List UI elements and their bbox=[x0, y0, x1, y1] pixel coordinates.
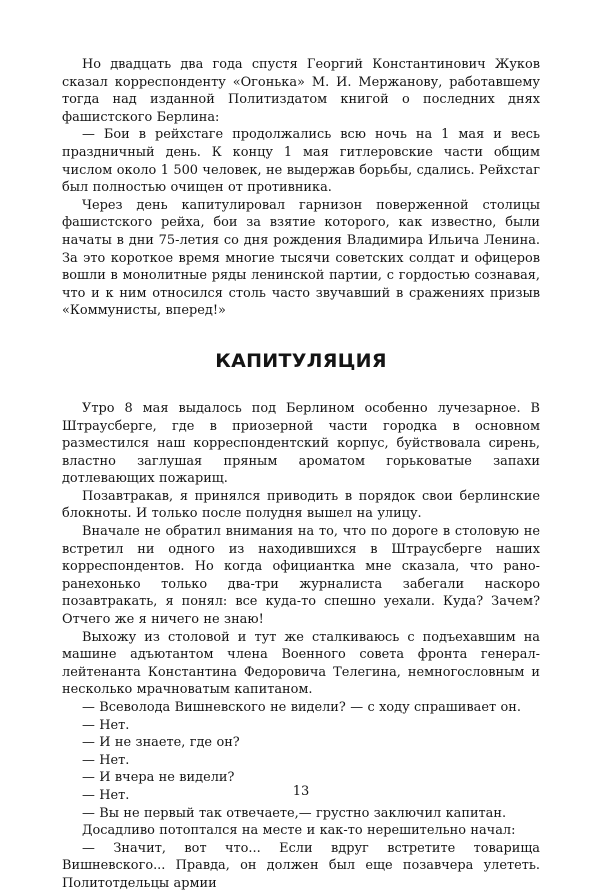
paragraph: Через день капитулировал гарнизон поверженной столицы фашистского рейха, бои за взятие которого, как известно, были начаты в дни 75-летия со дня рождения Владимира Ильича Ленина. За это короткое время многие тысячи советских солдат и офицеров вошли в монолитные ряды ленинской партии, с гордостью сознавая, что и к ним относился столь часто звучавший в сражениях призыв «Коммунисты, вперед!» bbox=[62, 197, 540, 319]
paragraph: Досадливо потоптался на месте и как-то нерешительно начал: bbox=[82, 823, 516, 839]
dialogue-line: — И не знаете, где он? bbox=[82, 735, 240, 751]
dialogue-line: — Всеволода Вишневского не видели? — с ходу спрашивает он. bbox=[82, 700, 521, 715]
dialogue-line: — Нет. bbox=[82, 752, 130, 768]
chapter-heading: КАПИТУЛЯЦИЯ bbox=[215, 349, 387, 372]
paragraph: Выхожу из столовой и тут же сталкиваюсь с подъехавшим на машине адъютантом члена Военного совета фронта генерал-лейтенанта Константина Федоровича Телегина, немногословным и несколько мрачноватым капитаном. bbox=[62, 629, 540, 698]
section-before-heading bbox=[62, 56, 540, 320]
paragraph: Вначале не обратил внимания на то, что по дороге в столовую не встретил ни одного из находившихся в Штраусберге наших корреспондентов. Но когда официантка мне сказала, что рано-ранехонько только два-три журналиста забегали наскоро позавтракать, я понял: все куда-то спешно уехали. Куда? Зачем? Отчего же я ничего не знаю! bbox=[62, 524, 540, 628]
dialogue-line: — Нет. bbox=[82, 787, 130, 803]
paragraph: Утро 8 мая выдалось под Берлином особенно лучезарное. В Штраусберге, где в приозерной части городка в основном разместился наш корреспондентский корпус, буйствовала сирень, властно заглушая пряным ароматом горьковатые запахи дотлевающих пожарищ. bbox=[62, 400, 540, 487]
section-after-heading bbox=[62, 400, 540, 893]
page-number: 13 bbox=[292, 784, 310, 799]
dialogue-line: — И вчера не видели? bbox=[82, 770, 235, 786]
paragraph: — Бои в рейхстаге продолжались всю ночь на 1 мая и весь праздничный день. К концу 1 мая гитлеровские части общим числом около 1 500 человек, не выдержав борьбы, сдались. Рейхстаг был полностью очищен от противника. bbox=[62, 127, 540, 196]
paragraph: Позавтракав, я принялся приводить в порядок свои берлинские блокноты. И только после полудня вышел на улицу. bbox=[62, 488, 540, 522]
book-page bbox=[62, 56, 540, 891]
dialogue-line: — Нет. bbox=[82, 717, 130, 733]
dialogue-line: — Значит, вот что... Если вдруг встретите товарища Вишневского... Правда, он должен был еще позавчера улететь. Политотдельцы армии bbox=[62, 840, 540, 891]
paragraph: Но двадцать два года спустя Георгий Константинович Жуков сказал корреспонденту «Огонька» М. И. Мержанову, работавшему тогда над изданной Политиздатом книгой о последних днях фашистского Берлина: bbox=[62, 57, 540, 125]
dialogue-line: — Вы не первый так отвечаете,— грустно заключил капитан. bbox=[82, 805, 507, 821]
